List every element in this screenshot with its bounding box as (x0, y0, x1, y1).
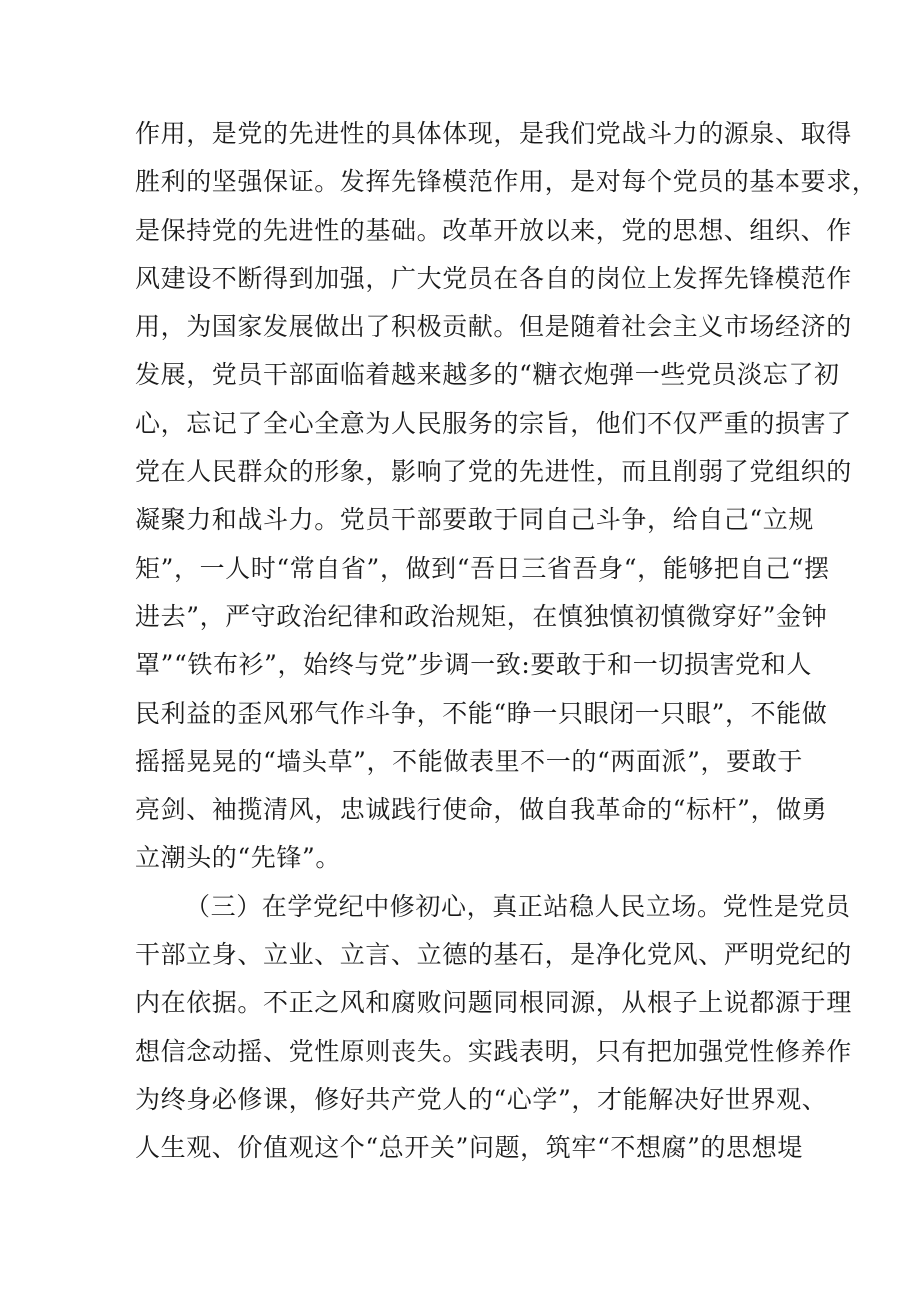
text-line: 胜利的坚强保证。发挥先锋模范作用，是对每个党员的基本要求， (135, 167, 878, 197)
text-line: 心，忘记了全心全意为人民服务的宗旨，他们不仅严重的损害了 (135, 408, 852, 438)
text-line: 内在依据。不正之风和腐败问题同根同源，从根子上说都源于理 (135, 988, 852, 1018)
text-line: 干部立身、立业、立言、立德的基石，是净化党风、严明党纪的 (135, 940, 852, 970)
body-text (135, 110, 878, 1173)
text-line: 凝聚力和战斗力。党员干部要敢于同自己斗争，给自己“立规 (135, 505, 814, 535)
paragraph-2 (135, 883, 852, 1173)
text-line: 是保持党的先进性的基础。改革开放以来，党的思想、组织、作 (135, 215, 852, 245)
text-line: 进去”，严守政治纪律和政治规矩，在慎独慎初慎微穿好”金钟 (135, 601, 828, 631)
text-line: 党在人民群众的形象，影响了党的先进性，而且削弱了党组织的 (135, 457, 852, 487)
text-line: 用，为国家发展做出了积极贡献。但是随着社会主义市场经济的 (135, 312, 852, 342)
text-line: 亮剑、袖揽清风，忠诚践行使命，做自我革命的“标杆”，做勇 (135, 795, 828, 825)
text-line: 人生观、价值观这个“总开关”问题，筑牢“不想腐”的思想堤 (135, 1133, 803, 1163)
text-line: 为终身必修课，修好共产党人的“心学”，才能解决好世界观、 (135, 1084, 828, 1114)
text-line-last: 立潮头的“先锋”。 (135, 843, 341, 873)
text-line: 罩”“铁布衫”，始终与党”步调一致:要敢于和一切损害党和人 (135, 650, 812, 680)
paragraph-1 (135, 110, 878, 883)
text-line: 想信念动摇、党性原则丧失。实践表明，只有把加强党性修养作 (135, 1036, 852, 1066)
text-line: 作用，是党的先进性的具体体现，是我们党战斗力的源泉、取得 (135, 119, 852, 148)
section-heading-line: （三）在学党纪中修初心，真正站稳人民立场。党性是党员 (185, 891, 851, 921)
text-line: 民利益的歪风邪气作斗争，不能“睁一只眼闭一只眼”，不能做 (135, 698, 828, 728)
text-line: 矩”，一人时“常自省”，做到“吾日三省吾身“，能够把自己“摆 (135, 553, 830, 583)
text-line: 发展，党员干部面临着越来越多的“糖衣炮弹一些党员淡忘了初 (135, 360, 840, 390)
text-line: 摇摇晃晃的“墙头草”，不能做表里不一的“两面派”，要敢于 (135, 746, 803, 776)
text-line: 风建设不断得到加强，广大党员在各自的岗位上发挥先锋模范作 (135, 263, 852, 293)
